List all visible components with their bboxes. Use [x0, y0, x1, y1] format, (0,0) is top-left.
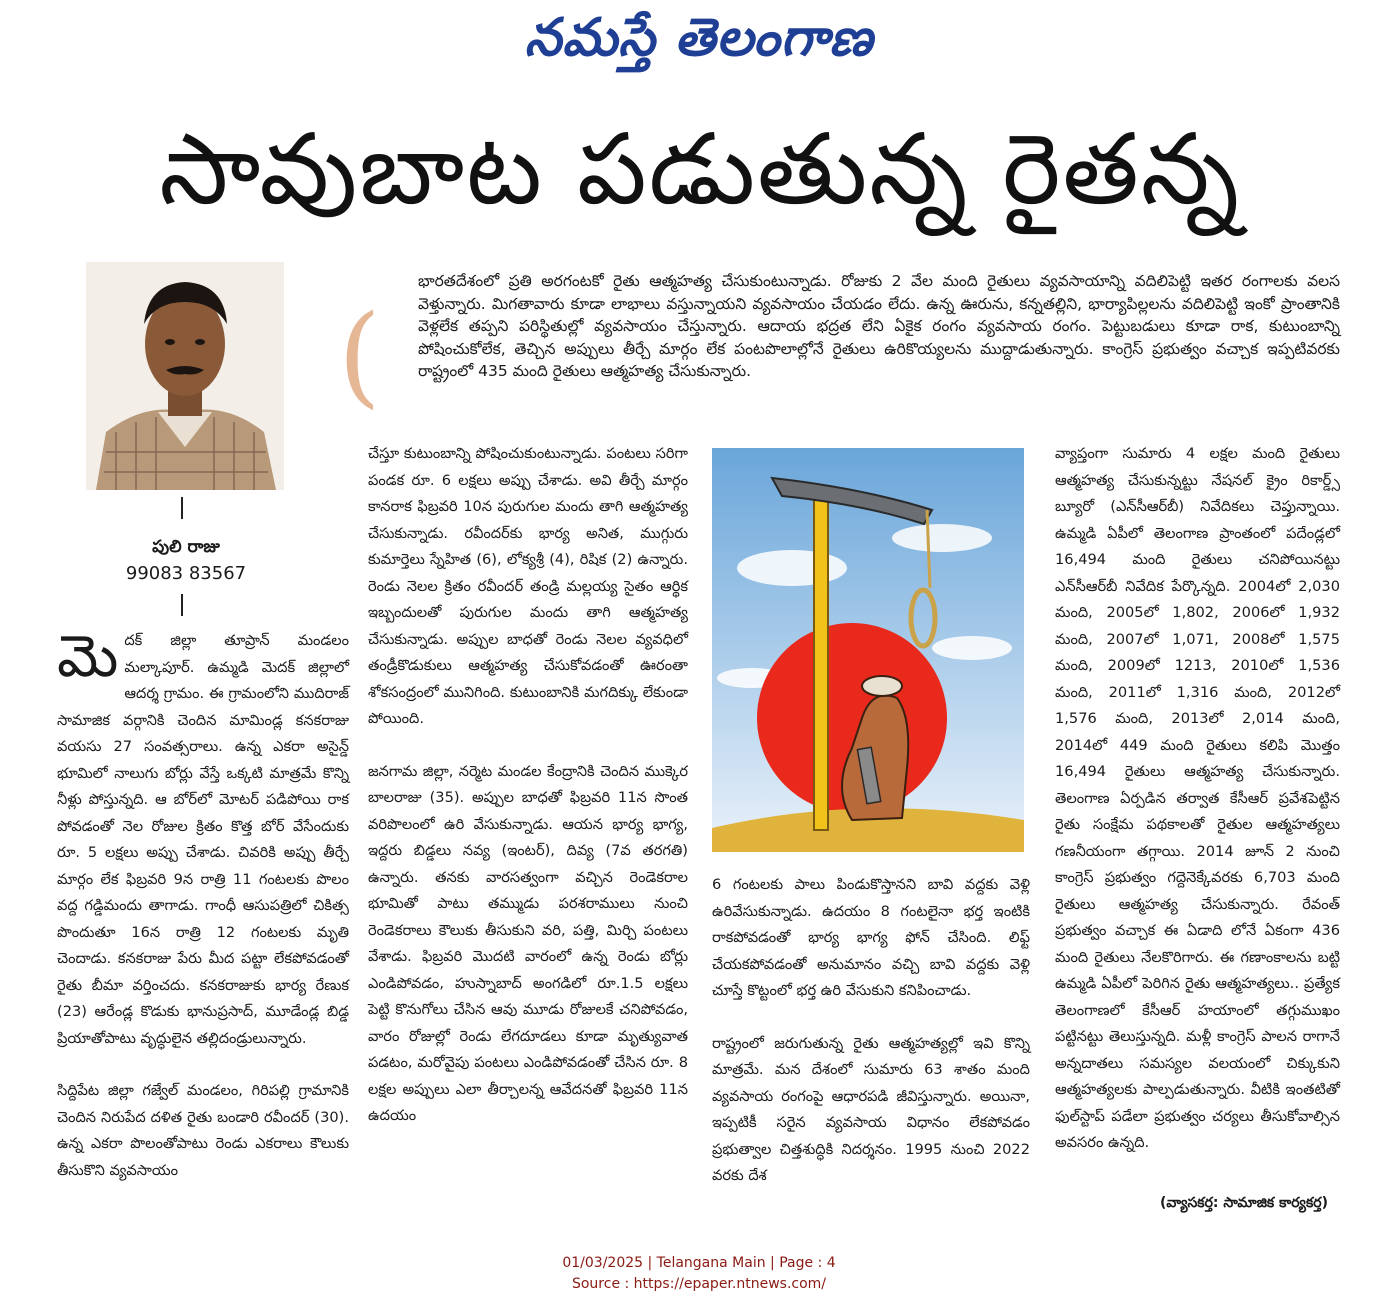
quote-mark-decoration: ( [338, 291, 381, 419]
paragraph: 6 గంటలకు పాలు పిండుకొస్తానని బావి వద్దకు వెళ్లి ఉరివేసుకున్నాడు. ఉదయం 8 గంటలైనా భర్త ఇంటికి రాకపోవడంతో భార్య భాగ్య ఫోన్ చేసింది. లిఫ్ట్ చేయకపోవడంతో అనుమానం వచ్చి బావి వద్దకు వెళ్లి చూస్తే కొట్టంలో భర్త ఉరి వేసుకుని కనిపించాడు. [712, 876, 1030, 999]
footer-date-edition: 01/03/2025 | Telangana Main | Page : 4 [562, 1255, 836, 1271]
article-column-3 [712, 872, 1030, 1190]
byline: (వ్యాసకర్త: సామాజిక కార్యకర్త) [1160, 1195, 1328, 1211]
drop-cap: మె [57, 622, 119, 690]
headline: సావుబాట పడుతున్న రైతన్న [159, 113, 1241, 227]
paragraph: సిద్దిపేట జిల్లా గజ్వేల్ మండలం, గిరిపల్లి గ్రామానికి చెందిన నిరుపేద దళిత రైతు బండారి రవీందర్ (30). ఉన్న ఎకరా పొలంతోపాటు రెండు ఎకరాలు కౌలుకు తీసుకొని వ్యవసాయం [57, 1082, 349, 1179]
paragraph: రాష్ట్రంలో జరుగుతున్న రైతు ఆత్మహత్యల్లో ఇవి కొన్ని మాత్రమే. మన దేశంలో సుమారు 63 శాతం మంది వ్యవసాయ రంగంపై ఆధారపడి జీవిస్తున్నారు. అయినా, ఇప్పటికీ సరైన వ్యవసాయ విధానం లేకపోవడం ప్రభుత్వాల చిత్తశుద్ధికి నిదర్శనం. 1995 నుంచి 2022 వరకు దేశ [712, 1034, 1030, 1184]
paragraph-text: దక్ జిల్లా తూప్రాన్ మండలం మల్కాపూర్. ఉమ్మడి మెదక్ జిల్లాలో ఆదర్శ గ్రామం. ఈ గ్రామంలోని ముదిరాజ్ సామాజిక వర్గానికి చెందిన మామిండ్ల కనకరాజు వయసు 27 సంవత్సరాలు. ఉన్న ఎకరా అసైన్డ్ భూమిలో నాలుగు బోర్లు వేస్తే ఒక్కటి మాత్రమే కొన్ని నీళ్లు పోస్తున్నది. ఆ బోర్‌లో మోటర్ పడిపోయి రాక పోవడంతో నెల రోజుల క్రితం కొత్త బోర్ వేసేందుకు రూ. 5 లక్షలు అప్పు చేశాడు. చివరికి అప్పు తీర్చే మార్గం లేక ఫిబ్రవరి 9న రాత్రి 11 గంటలకు పొలం వద్ద గడ్డిమందు తాగాడు. గాంధీ ఆసుపత్రిలో చికిత్స పొందుతూ 16న రాత్రి 12 గంటలకు మృతి చెందాడు. కనకరాజు పేరు మీద పట్టా లేకపోవడంతో రైతు బీమా వర్తించదు. కనకరాజుకు భార్య రేణుక (23) ఆరేండ్ల కొడుకు భానుప్రసాద్, మూడేండ్ల బిడ్డ ప్రియాతోపాటు వృద్ధులైన తల్లిదండ్రులున్నారు. [57, 632, 349, 1047]
author-name: పులి రాజు [152, 537, 220, 557]
paragraph: చేస్తూ కుటుంబాన్ని పోషించుకుంటున్నాడు. పంటలు సరిగా పండక రూ. 6 లక్షలు అప్పు చేశాడు. అవి తీర్చే మార్గం కానరాక ఫిబ్రవరి 10న పురుగుల మందు తాగి ఆత్మహత్య చేసుకున్నాడు. రవీందర్‌కు భార్య అనిత, ముగ్గురు కుమార్తెలు స్నేహిత (6), లోక్యశ్రీ (4), రిషిక (2) ఉన్నారు. రెండు నెలల క్రితం రవీందర్ తండ్రి మల్లయ్య సైతం ఆర్థిక ఇబ్బందులతో పురుగుల మందు తాగి ఆత్మహత్య చేసుకున్నాడు. అప్పుల బాధతో రెండు నెలల వ్యవధిలో తండ్రీకొడుకులు ఆత్మహత్య చేసుకోవడంతో ఊరంతా శోకసంద్రంలో మునిగింది. కుటుంబానికి మగదిక్కు లేకుండా పోయింది. [368, 445, 688, 727]
divider-bottom [181, 594, 183, 616]
author-portrait-icon [86, 262, 284, 490]
noose-farmer-icon [712, 448, 1024, 852]
author-phone: 99083 83567 [125, 563, 247, 584]
article-column-4 [1055, 441, 1340, 1157]
intro-paragraph [418, 270, 1340, 383]
divider-top [181, 497, 183, 519]
illustration-noose-farmer [712, 448, 1024, 852]
intro-text: భారతదేశంలో ప్రతి అరగంటకో రైతు ఆత్మహత్య చేసుకుంటున్నాడు. రోజుకు 2 వేల మంది రైతులు వ్యవసాయాన్ని వదిలిపెట్టి ఇతర రంగాలకు వలస వెళ్తున్నారు. మిగతావారు కూడా లాభాలు వస్తున్నాయని వ్యవసాయం చేయడం లేదు. ఉన్న ఊరును, కన్నతల్లిని, భార్యాపిల్లలను వదిలిపెట్టి ఇంకో ప్రాంతానికి వెళ్లలేక తప్పని పరిస్థితుల్లో వ్యవసాయం చేస్తున్నారు. ఆదాయ భద్రత లేని ఏకైక రంగం వ్యవసాయ రంగం. పెట్టుబడులు కూడా రాక, కుటుంబాన్ని పోషించుకోలేక, తెచ్చిన అప్పులు తీర్చే మార్గం లేక పంటపొలాల్లోనే రైతులు ఉరికొయ్యలను ముద్దాడుతున్నారు. కాంగ్రెస్ ప్రభుత్వం వచ్చాక ఇప్పటివరకు రాష్ట్రంలో 435 మంది రైతులు ఆత్మహత్య చేసుకున్నారు. [418, 272, 1340, 381]
article-column-2 [368, 441, 688, 1130]
paragraph [57, 622, 349, 1052]
author-photo [86, 262, 284, 490]
paragraph: జనగామ జిల్లా, నర్మెట మండల కేంద్రానికి చెందిన ముక్కెర బాలరాజు (35). అప్పుల బాధతో ఫిబ్రవరి 11న సొంత వరిపొలంలో ఉరి వేసుకున్నాడు. ఆయన భార్య భాగ్య, ఇద్దరు బిడ్డలు నవ్య (ఇంటర్), దివ్య (7వ తరగతి) ఉన్నారు. తనకు వారసత్వంగా వచ్చిన రెండెకరాల భూమితో పాటు తమ్ముడు పరశరాములు నుంచి రెండెకరాలు కౌలుకు తీసుకుని వరి, పత్తి, మిర్చి పంటలు వేశాడు. ఫిబ్రవరి మొదటి వారంలో ఉన్న రెండు బోర్లు ఎండిపోవడం, హుస్నాబాద్ అంగడిలో రూ.1.5 లక్షలు పెట్టి కొనుగోలు చేసిన ఆవు మూడు రోజులకే చనిపోవడం, వారం రోజుల్లో రెండు లేగదూడలు కూడా మృత్యువాత పడటం, మరోవైపు పంటలు ఎండిపోవడంతో చేసిన రూ. 8 లక్షల అప్పులు ఎలా తీర్చాలన్న ఆవేదనతో ఫిబ్రవరి 11న ఉదయం [368, 762, 688, 1124]
footer-source-link[interactable]: Source : https://epaper.ntnews.com/ [571, 1276, 827, 1292]
masthead-logo: నమస్తే తెలంగాణ [524, 8, 874, 68]
paragraph: వ్యాప్తంగా సుమారు 4 లక్షల మంది రైతులు ఆత్మహత్య చేసుకున్నట్టు నేషనల్ క్రైం రికార్డ్స్ బ్యూరో (ఎన్‌సీఆర్‌బీ) నివేదికలు చెప్తున్నాయి. ఉమ్మడి ఏపీలో తెలంగాణ ప్రాంతంలో పదేండ్లలో 16,494 మంది రైతులు చనిపోయినట్టు ఎన్‌సీఆర్‌బీ నివేదిక పేర్కొన్నది. 2004లో 2,030 మంది, 2005లో 1,802, 2006లో 1,932 మంది, 2007లో 1,071, 2008లో 1,575 మంది, 2009లో 1213, 2010లో 1,536 మంది, 2011లో 1,316 మంది, 2012లో 1,576 మంది, 2013లో 2,014 మంది, 2014లో 449 మంది రైతులు కలిపి మొత్తం 16,494 రైతులు ఆత్మహత్య చేసుకున్నారు. తెలంగాణ ఏర్పడిన తర్వాత కేసీఆర్ ప్రవేశపెట్టిన రైతు సంక్షేమ పథకాలతో రైతుల ఆత్మహత్యలు గణనీయంగా తగ్గాయి. 2014 జూన్ 2 నుంచి కాంగ్రెస్ ప్రభుత్వం గద్దెనెక్కేవరకు 6,703 మంది రైతులు ఆత్మహత్య చేసుకున్నారు. రేవంత్ ప్రభుత్వం వచ్చాక ఈ ఏడాది లోనే ఏకంగా 436 మంది రైతులు నేలకొరిగారు. ఈ గణాంకాలను బట్టి ఉమ్మడి ఏపీలో పెరిగిన రైతు ఆత్మహత్యలు.. ప్రత్యేక తెలంగాణలో కేసీఆర్ హయాంలో తగ్గుముఖం పట్టినట్టు తెలుస్తున్నది. మళ్లీ కాంగ్రెస్ పాలన రాగానే అన్నదాతలు సమస్యల వలయంలో చిక్కుకుని ఆత్మహత్యలకు పాల్పడుతున్నారు. వీటికి ఇంతటితో ఫుల్‌స్టాప్ పడేలా ప్రభుత్వం చర్యలు తీసుకోవాల్సిన అవసరం ఉన్నది. [1055, 445, 1340, 1151]
article-column-1 [57, 622, 349, 1184]
